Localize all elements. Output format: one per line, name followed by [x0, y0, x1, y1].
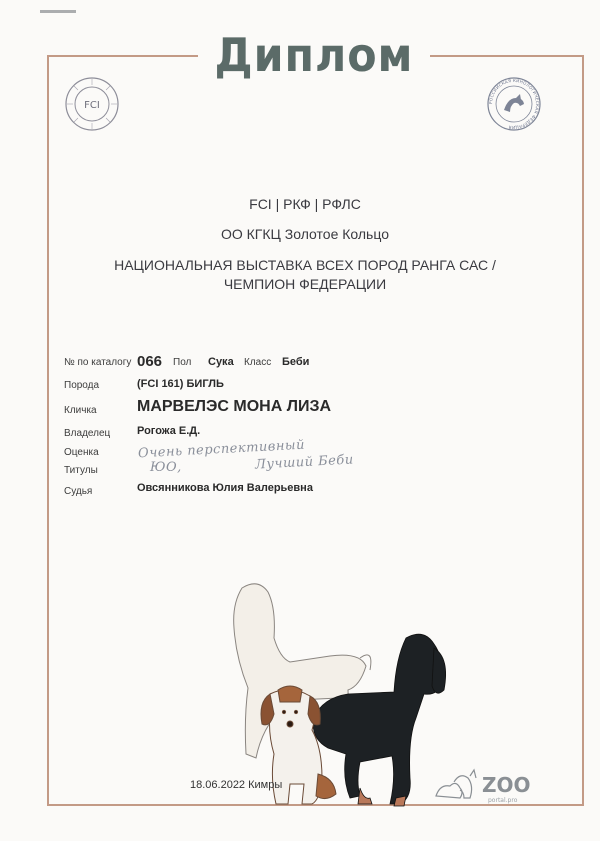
grade-handwritten: Очень перспективный — [137, 437, 306, 462]
breed-label: Порода — [64, 380, 100, 391]
sex-value: Сука — [208, 356, 234, 368]
titles-label: Титулы — [64, 465, 98, 476]
judge-label: Судья — [64, 486, 93, 497]
date-and-place: 18.06.2022 Кимры — [190, 779, 283, 791]
rkf-seal-icon — [486, 76, 542, 132]
sex-label: Пол — [173, 357, 192, 368]
show-name-line-2: ЧЕМПИОН ФЕДЕРАЦИИ — [223, 276, 387, 292]
owner-label: Владелец — [64, 428, 111, 439]
title-plate — [198, 20, 430, 90]
titles-handwritten-1: ЮО, — [150, 460, 182, 475]
catalog-number: 066 — [137, 353, 163, 370]
logo-animals-icon — [436, 770, 476, 798]
show-name — [60, 256, 550, 294]
owner-value: Рогожа Е.Д. — [137, 425, 201, 437]
name-label: Кличка — [64, 405, 97, 416]
catalog-label: № по каталогу — [64, 357, 132, 368]
club-name: ОО КГКЦ Золотое Кольцо — [220, 226, 389, 242]
judge-name: Овсянникова Юлия Валерьевна — [137, 482, 313, 494]
dog-name: МАРВЕЛЭС МОНА ЛИЗА — [137, 398, 332, 415]
zoo-portal-logo — [430, 766, 550, 806]
class-label: Класс — [244, 357, 272, 368]
grade-label: Оценка — [64, 447, 99, 458]
organizations-line: FCI | РКФ | РФЛС — [249, 196, 361, 212]
scan-artifact — [40, 10, 76, 13]
catalog-row — [64, 357, 131, 368]
fci-seal-text: FCI — [84, 100, 100, 111]
breed-value: (FCI 161) БИГЛЬ — [137, 378, 224, 390]
diploma-title: Диплом — [214, 28, 414, 82]
logo-subtext: portal.pro — [488, 797, 518, 804]
show-name-line-1: НАЦИОНАЛЬНАЯ ВЫСТАВКА ВСЕХ ПОРОД РАНГА САС / — [114, 257, 496, 273]
class-value: Беби — [282, 356, 310, 368]
fci-seal-icon — [64, 76, 120, 132]
logo-text: ZOO — [482, 773, 531, 797]
titles-handwritten-2: Лучший Беби — [254, 452, 355, 473]
rkf-seal-ring-text: РОССИЙСКАЯ КИНОЛОГИЧЕСКАЯ ФЕДЕРАЦИЯ — [487, 77, 541, 131]
